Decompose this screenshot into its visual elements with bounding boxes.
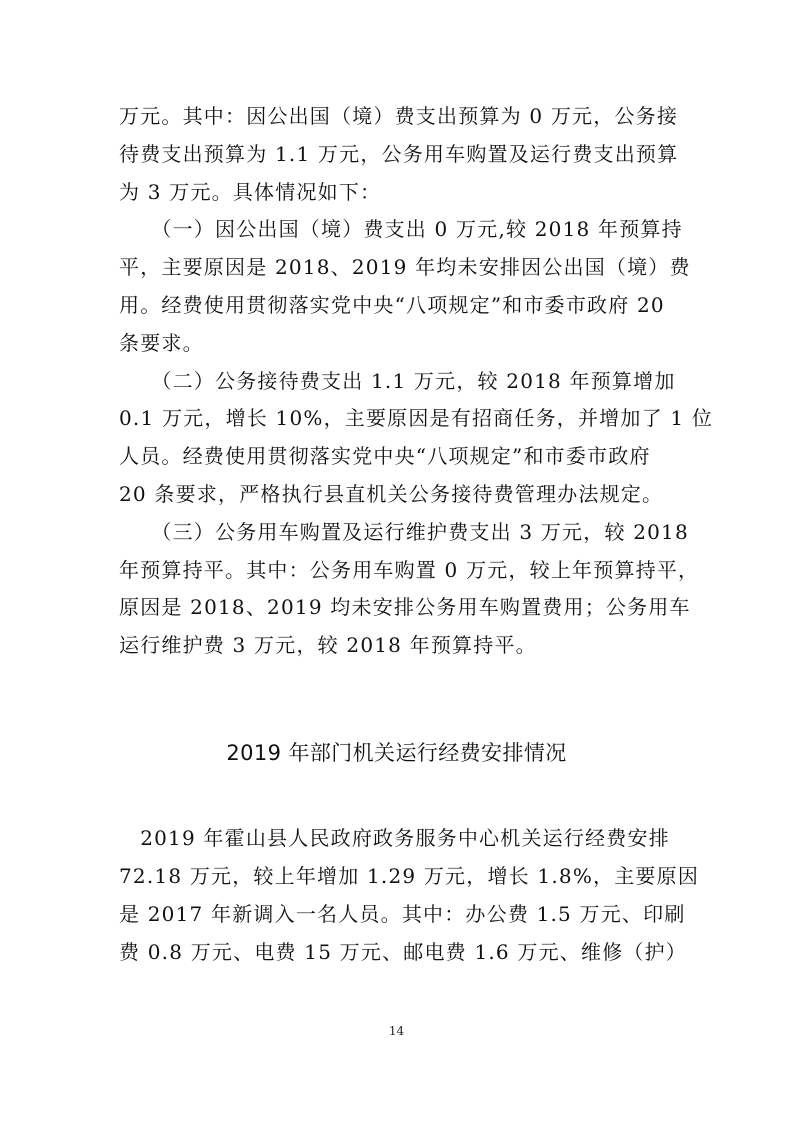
text-line: （一）因公出国（境）费支出 0 万元,较 2018 年预算持 (119, 217, 683, 242)
text-line: 万元。其中：因公出国（境）费支出预算为 0 万元，公务接 (119, 104, 679, 128)
section-heading: 2019 年部门机关运行经费安排情况 (226, 741, 567, 765)
text-line: 原因是 2018、2019 均未安排公务用车购置费用；公务用车 (119, 595, 691, 620)
text-line: （三）公务用车购置及运行维护费支出 3 万元，较 2018 (119, 519, 689, 544)
text-line: 0.1 万元，增长 10%，主要原因是有招商任务，并增加了 1 位 (119, 406, 714, 431)
text-line: 为 3 万元。具体情况如下： (119, 179, 382, 204)
text-line: 待费支出预算为 1.1 万元，公务用车购置及运行费支出预算 (119, 141, 679, 166)
text-line: 2019 年霍山县人民政府政务服务中心机关运行经费安排 (119, 826, 670, 850)
text-line: 用。经费使用贯彻落实党中央“八项规定”和市委市政府 20 (119, 292, 665, 317)
text-line: 平，主要原因是 2018、2019 年均未安排因公出国（境）费 (119, 255, 691, 280)
text-line: 20 条要求，严格执行县直机关公务接待费管理办法规定。 (119, 481, 664, 506)
text-line: 运行维护费 3 万元，较 2018 年预算持平。 (119, 633, 537, 658)
text-line: （二）公务接待费支出 1.1 万元，较 2018 年预算增加 (119, 368, 676, 393)
text-line: 条要求。 (119, 330, 204, 355)
text-line: 是 2017 年新调入一名人员。其中：办公费 1.5 万元、印刷 (119, 902, 686, 926)
text-line: 费 0.8 万元、电费 15 万元、邮电费 1.6 万元、维修（护） (119, 940, 688, 964)
text-line: 年预算持平。其中：公务用车购置 0 万元，较上年预算持平， (119, 557, 700, 582)
text-line: 人员。经费使用贯彻落实党中央“八项规定”和市委市政府 (119, 444, 651, 469)
body-text-section-1 (119, 98, 714, 665)
page-number: 14 (388, 1024, 405, 1038)
body-text-section-2 (119, 819, 700, 971)
text-line: 72.18 万元，较上年增加 1.29 万元，增长 1.8%，主要原因 (119, 864, 700, 888)
